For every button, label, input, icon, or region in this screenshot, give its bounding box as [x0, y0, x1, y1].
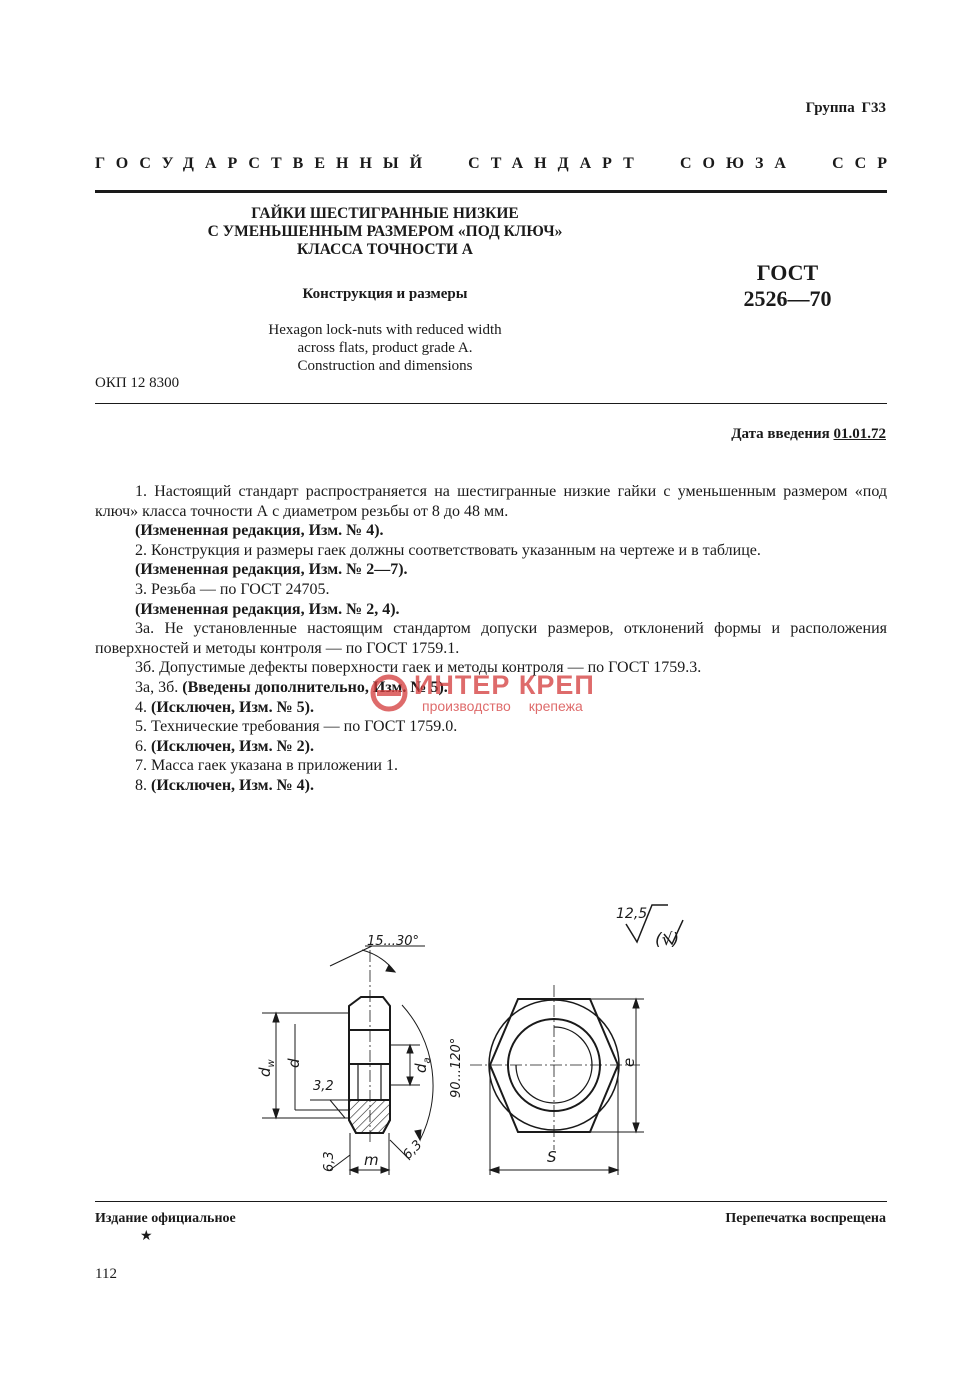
e-label: e [620, 1057, 638, 1067]
date-label: Дата введения [731, 426, 830, 442]
state-word-2: СТАНДАРТ [468, 155, 645, 172]
paragraph: 1. Настоящий стандарт распространяется на шестигранные низкие гайки с уменьшенным размером «под ключ» класса точности А с диаметром резьбы от 8 до 48 мм. [95, 483, 887, 520]
watermark-main: ИНТЕР КРЕП [414, 670, 595, 700]
title-line-1: ГАЙКИ ШЕСТИГРАННЫЕ НИЗКИЕ [251, 205, 519, 222]
footer-rule [95, 1201, 887, 1202]
english-line-2: across flats, product grade A. [297, 340, 473, 356]
paragraph: 8. (Исключен, Изм. № 4). [135, 776, 314, 794]
state-word-3: СОЮЗА [679, 155, 797, 172]
m-label: m [364, 1151, 379, 1169]
roughness-note: (√) [655, 930, 680, 950]
state-word-1: ГОСУДАРСТВЕННЫЙ [95, 155, 434, 172]
watermark-sub: производство крепежа [422, 698, 583, 714]
reprint-prohibited: Перепечатка воспрещена [725, 1211, 886, 1226]
paragraph: 3. Резьба — по ГОСТ 24705. [135, 580, 330, 598]
roughness-value: 12,5 [616, 906, 648, 922]
dw-label: $d_w$ [256, 1059, 277, 1077]
angle-top-label: 15...30° [367, 934, 419, 949]
paragraph: 3а. Не установленные настоящим стандартом допуски размеров, отклонений формы и расположения поверхностей и методы контроля — по ГОСТ 1759.1. [95, 620, 887, 657]
s-label: S [547, 1148, 557, 1166]
d-label: d [285, 1058, 303, 1068]
official-edition: Издание официальное [95, 1211, 236, 1226]
gost-label: ГОСТ [756, 260, 819, 285]
paragraph: 6. (Исключен, Изм. № 2). [135, 737, 314, 755]
paragraph: 2. Конструкция и размеры гаек должны соответствовать указанным на чертеже и в таблице. [135, 541, 761, 559]
paragraph: 4. (Исключен, Изм. № 5). [135, 698, 314, 716]
page-number: 112 [95, 1266, 117, 1282]
paragraph: (Измененная редакция, Изм. № 2, 4). [135, 600, 400, 618]
angle-side-label: 90...120° [449, 1037, 464, 1098]
paragraph: 7. Масса гаек указана в приложении 1. [135, 757, 398, 775]
roughness-3-2-label: 3,2 [313, 1079, 334, 1094]
paragraph: 3а, 3б. (Введены дополнительно, Изм. № 5). [135, 678, 448, 696]
roughness-6-3-left-label: 6,3 [322, 1151, 337, 1172]
gost-number: 2526—70 [743, 286, 832, 311]
paragraph: 5. Технические требования — по ГОСТ 1759.0. [135, 718, 458, 736]
title-line-2: С УМЕНЬШЕННЫМ РАЗМЕРОМ «ПОД КЛЮЧ» [207, 223, 563, 240]
date-value: 01.01.72 [833, 426, 886, 442]
roughness-6-3-right-label: 6,3 [400, 1137, 426, 1163]
paragraph: (Измененная редакция, Изм. № 2—7). [135, 561, 408, 579]
english-line-1: Hexagon lock-nuts with reduced width [268, 322, 502, 338]
title-line-3: КЛАССА ТОЧНОСТИ А [296, 241, 474, 258]
document-subtitle: Конструкция и размеры [302, 286, 468, 302]
da-label: $d_a$ [412, 1057, 433, 1073]
group-code: Группа Г33 [805, 100, 886, 116]
nut-side-view [349, 950, 390, 1145]
okp-code: ОКП 12 8300 [95, 375, 180, 391]
paragraph: 3б. Допустимые дефекты поверхности гаек и методы контроля — по ГОСТ 1759.3. [135, 659, 702, 677]
star-icon: ★ [140, 1229, 153, 1244]
paragraph: (Измененная редакция, Изм. № 4). [135, 522, 384, 540]
nut-front-view [470, 985, 640, 1150]
english-line-3: Construction and dimensions [297, 358, 473, 374]
state-word-4: ССР [832, 155, 898, 172]
